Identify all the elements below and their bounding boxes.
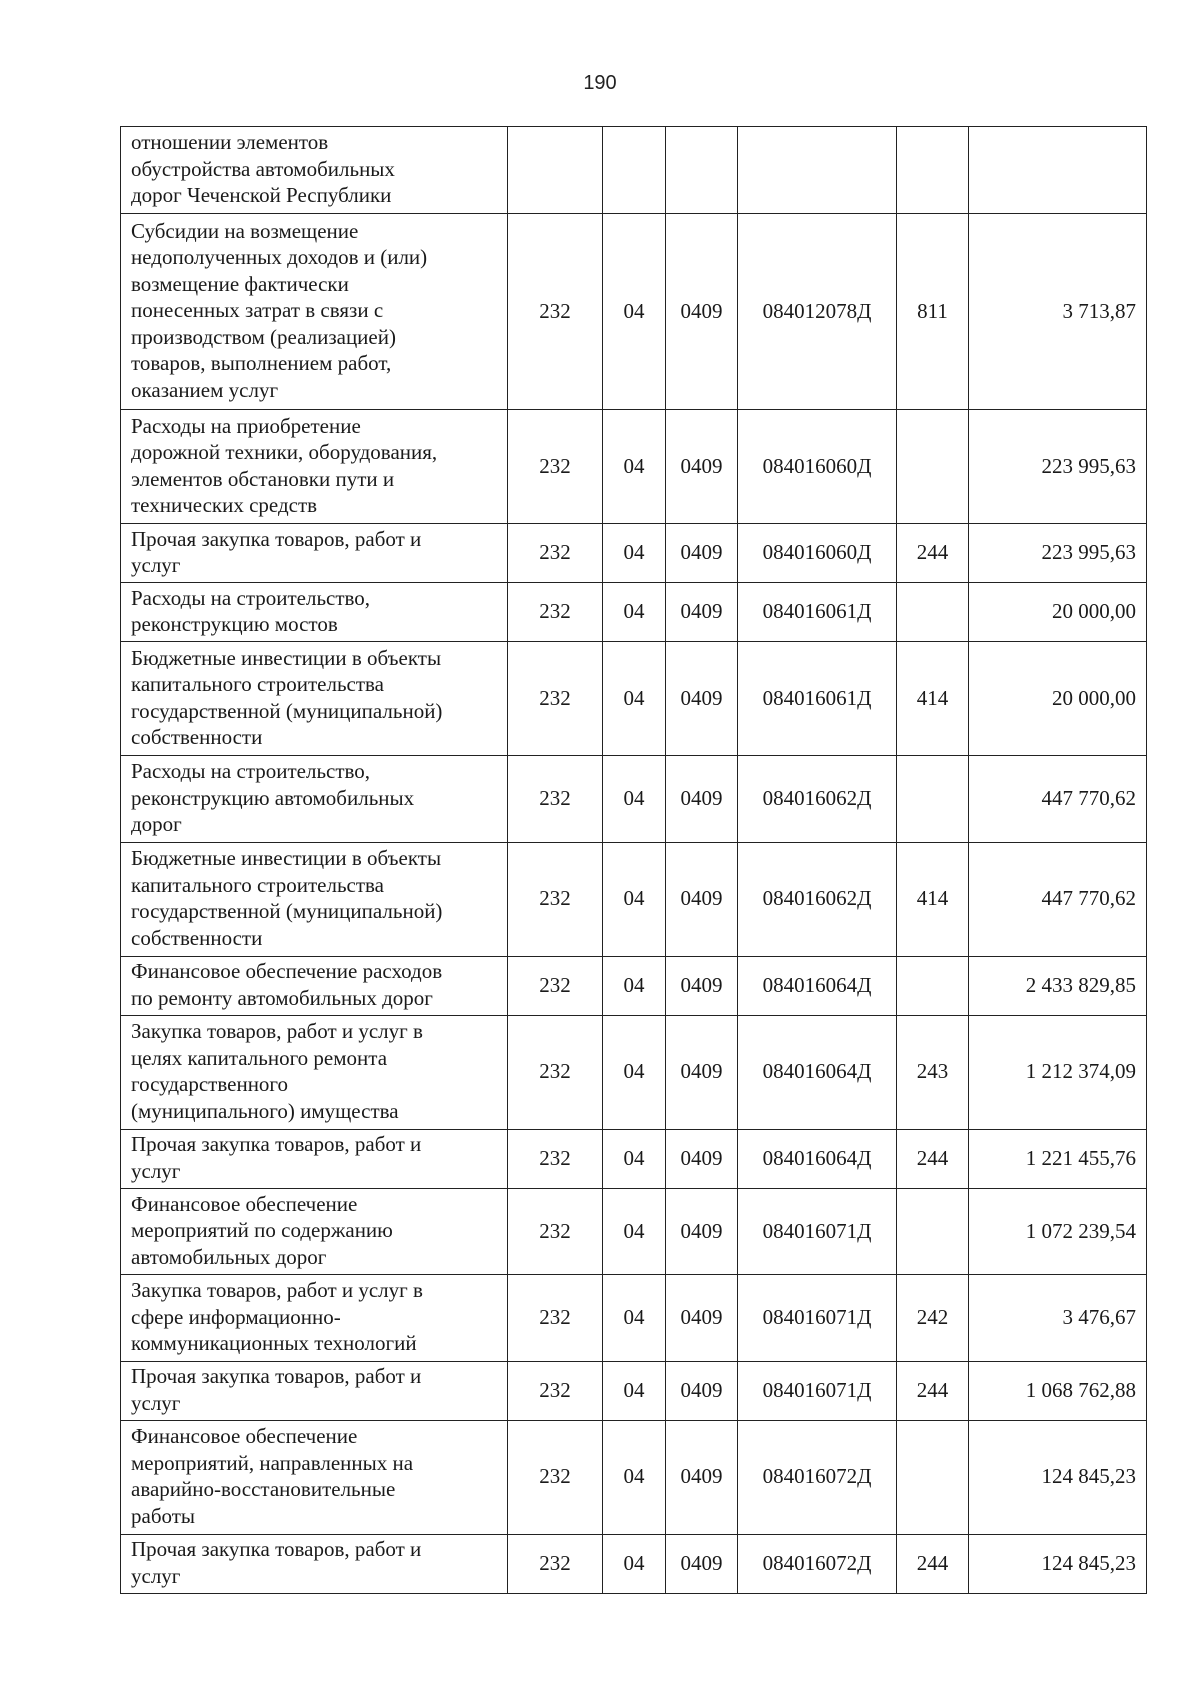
expense-name-line: элементов обстановки пути и (131, 466, 395, 491)
expense-name-line: услуг (131, 1390, 181, 1415)
expense-name-line: Финансовое обеспечение (131, 1191, 358, 1216)
target-article-cell: 084016062Д (738, 756, 897, 843)
section-code-cell: 04 (603, 1129, 666, 1188)
expense-name-line: Закупка товаров, работ и услуг в (131, 1019, 423, 1043)
expense-name-line: реконструкцию мостов (131, 612, 338, 636)
table-row (121, 756, 1147, 843)
expense-name-line: Прочая закупка товаров, работ и (131, 1132, 422, 1156)
table-row (121, 1420, 1147, 1534)
subsection-code-cell: 0409 (666, 213, 738, 410)
expense-name-cell (121, 410, 508, 524)
ved-code-cell: 232 (508, 1188, 603, 1275)
expense-type-cell (897, 410, 969, 524)
subsection-code-cell (666, 127, 738, 214)
expense-name-cell (121, 1361, 508, 1420)
expense-name-line: Прочая закупка товаров, работ и (131, 526, 422, 551)
table-row (121, 1015, 1147, 1129)
expense-name-line: целях капитального ремонта (131, 1045, 388, 1070)
target-article-cell: 084016064Д (738, 1015, 897, 1129)
expense-name-line: Бюджетные инвестиции в объекты (131, 645, 442, 670)
expense-name-line: мероприятий, направленных на (131, 1450, 414, 1475)
expense-type-cell: 243 (897, 1015, 969, 1129)
expense-name-line: собственности (131, 725, 263, 749)
ved-code-cell: 232 (508, 842, 603, 956)
expense-name-line: Расходы на приобретение (131, 413, 361, 438)
budget-table-body (121, 127, 1147, 1594)
expense-name-line: понесенных затрат в связи с (131, 298, 384, 322)
expense-name-line: государственной (муниципальной) (131, 899, 443, 923)
amount-cell: 3 713,87 (969, 213, 1147, 410)
table-row (121, 1188, 1147, 1275)
expense-name-line: собственности (131, 925, 263, 950)
section-code-cell: 04 (603, 410, 666, 524)
table-row (121, 524, 1147, 583)
page-number: 190 (583, 72, 617, 94)
section-code-cell: 04 (603, 756, 666, 843)
amount-cell: 20 000,00 (969, 642, 1147, 756)
expense-name-line: Бюджетные инвестиции в объекты (131, 846, 442, 870)
expense-name-cell (121, 127, 508, 214)
expense-type-cell (897, 956, 969, 1015)
table-row (121, 410, 1147, 524)
target-article-cell: 084016060Д (738, 410, 897, 524)
target-article-cell: 084016064Д (738, 1129, 897, 1188)
expense-name-line: Закупка товаров, работ и услуг в (131, 1278, 423, 1302)
expense-name-cell (121, 842, 508, 956)
table-row (121, 213, 1147, 410)
expense-name-cell (121, 1015, 508, 1129)
ved-code-cell: 232 (508, 642, 603, 756)
subsection-code-cell: 0409 (666, 756, 738, 843)
section-code-cell (603, 127, 666, 214)
table-row (121, 956, 1147, 1015)
expense-type-cell: 244 (897, 1361, 969, 1420)
expense-type-cell: 414 (897, 842, 969, 956)
expense-name-line: дорог Чеченской Республики (131, 183, 392, 207)
expense-name-line: сфере информационно- (131, 1304, 341, 1329)
expense-name-line: по ремонту автомобильных дорог (131, 985, 433, 1010)
expense-type-cell (897, 1420, 969, 1534)
amount-cell: 2 433 829,85 (969, 956, 1147, 1015)
section-code-cell: 04 (603, 1275, 666, 1362)
section-code-cell: 04 (603, 1015, 666, 1129)
expense-type-cell: 414 (897, 642, 969, 756)
ved-code-cell: 232 (508, 583, 603, 642)
target-article-cell: 084016072Д (738, 1420, 897, 1534)
ved-code-cell: 232 (508, 1015, 603, 1129)
expense-name-line: производством (реализацией) (131, 324, 396, 349)
expense-name-cell (121, 1275, 508, 1362)
expense-name-line: коммуникационных технологий (131, 1331, 417, 1355)
amount-cell: 223 995,63 (969, 524, 1147, 583)
target-article-cell: 084016064Д (738, 956, 897, 1015)
expense-name-line: государственного (131, 1072, 289, 1096)
ved-code-cell: 232 (508, 1420, 603, 1534)
section-code-cell: 04 (603, 213, 666, 410)
expense-name-line: капитального строительства (131, 672, 384, 696)
amount-cell: 1 212 374,09 (969, 1015, 1147, 1129)
target-article-cell: 084016061Д (738, 583, 897, 642)
expense-name-line: услуг (131, 1158, 181, 1183)
expense-type-cell (897, 1188, 969, 1275)
amount-cell: 1 072 239,54 (969, 1188, 1147, 1275)
expense-name-line: товаров, выполнением работ, (131, 351, 392, 375)
expense-name-cell (121, 1534, 508, 1593)
subsection-code-cell: 0409 (666, 1275, 738, 1362)
expense-name-line: возмещение фактически (131, 271, 349, 296)
table-row (121, 1534, 1147, 1593)
amount-cell: 20 000,00 (969, 583, 1147, 642)
ved-code-cell: 232 (508, 1275, 603, 1362)
subsection-code-cell: 0409 (666, 842, 738, 956)
subsection-code-cell: 0409 (666, 583, 738, 642)
expense-name-line: автомобильных дорог (131, 1244, 327, 1269)
expense-name-line: капитального строительства (131, 872, 384, 897)
expense-name-line: Прочая закупка товаров, работ и (131, 1364, 422, 1388)
target-article-cell: 084016071Д (738, 1275, 897, 1362)
subsection-code-cell: 0409 (666, 642, 738, 756)
subsection-code-cell: 0409 (666, 1420, 738, 1534)
amount-cell: 447 770,62 (969, 756, 1147, 843)
section-code-cell: 04 (603, 583, 666, 642)
expense-name-line: обустройства автомобильных (131, 156, 395, 181)
ved-code-cell: 232 (508, 756, 603, 843)
amount-cell: 1 221 455,76 (969, 1129, 1147, 1188)
ved-code-cell: 232 (508, 956, 603, 1015)
expense-name-line: работы (131, 1503, 196, 1528)
target-article-cell: 084016062Д (738, 842, 897, 956)
expense-name-line: мероприятий по содержанию (131, 1218, 393, 1242)
expense-name-line: Финансовое обеспечение расходов (131, 959, 443, 983)
table-row (121, 583, 1147, 642)
ved-code-cell: 232 (508, 1534, 603, 1593)
target-article-cell: 084016061Д (738, 642, 897, 756)
table-row (121, 1129, 1147, 1188)
target-article-cell: 084016072Д (738, 1534, 897, 1593)
expense-name-line: Расходы на строительство, (131, 585, 371, 610)
expense-type-cell: 244 (897, 524, 969, 583)
table-row (121, 842, 1147, 956)
budget-table (120, 126, 1147, 1594)
expense-type-cell: 811 (897, 213, 969, 410)
expense-name-cell (121, 642, 508, 756)
ved-code-cell: 232 (508, 213, 603, 410)
subsection-code-cell: 0409 (666, 1129, 738, 1188)
expense-type-cell: 244 (897, 1534, 969, 1593)
expense-name-line: услуг (131, 1563, 181, 1588)
subsection-code-cell: 0409 (666, 956, 738, 1015)
table-row (121, 1275, 1147, 1362)
amount-cell: 3 476,67 (969, 1275, 1147, 1362)
section-code-cell: 04 (603, 956, 666, 1015)
expense-name-cell (121, 1188, 508, 1275)
expense-type-cell (897, 583, 969, 642)
ved-code-cell: 232 (508, 410, 603, 524)
section-code-cell: 04 (603, 842, 666, 956)
expense-type-cell (897, 127, 969, 214)
ved-code-cell (508, 127, 603, 214)
target-article-cell: 084016071Д (738, 1361, 897, 1420)
amount-cell (969, 127, 1147, 214)
subsection-code-cell: 0409 (666, 410, 738, 524)
amount-cell: 447 770,62 (969, 842, 1147, 956)
amount-cell: 124 845,23 (969, 1420, 1147, 1534)
expense-name-cell (121, 956, 508, 1015)
ved-code-cell: 232 (508, 1129, 603, 1188)
table-row (121, 642, 1147, 756)
section-code-cell: 04 (603, 1361, 666, 1420)
target-article-cell: 084016060Д (738, 524, 897, 583)
expense-name-cell (121, 524, 508, 583)
amount-cell: 223 995,63 (969, 410, 1147, 524)
table-row (121, 127, 1147, 214)
amount-cell: 1 068 762,88 (969, 1361, 1147, 1420)
subsection-code-cell: 0409 (666, 1015, 738, 1129)
expense-name-line: Прочая закупка товаров, работ и (131, 1537, 422, 1561)
expense-name-line: оказанием услуг (131, 377, 279, 402)
expense-name-line: Финансовое обеспечение (131, 1424, 358, 1448)
expense-name-line: дорожной техники, оборудования, (131, 440, 438, 464)
amount-cell: 124 845,23 (969, 1534, 1147, 1593)
expense-type-cell (897, 756, 969, 843)
target-article-cell: 084012078Д (738, 213, 897, 410)
subsection-code-cell: 0409 (666, 524, 738, 583)
ved-code-cell: 232 (508, 524, 603, 583)
section-code-cell: 04 (603, 642, 666, 756)
expense-name-line: дорог (131, 812, 182, 836)
expense-name-line: недополученных доходов и (или) (131, 245, 428, 269)
subsection-code-cell: 0409 (666, 1534, 738, 1593)
subsection-code-cell: 0409 (666, 1361, 738, 1420)
target-article-cell (738, 127, 897, 214)
expense-name-cell (121, 756, 508, 843)
expense-name-cell (121, 213, 508, 410)
expense-name-line: отношении элементов (131, 130, 329, 154)
expense-name-line: Субсидии на возмещение (131, 218, 359, 243)
section-code-cell: 04 (603, 1188, 666, 1275)
section-code-cell: 04 (603, 524, 666, 583)
expense-name-line: технических средств (131, 493, 318, 517)
expense-type-cell: 244 (897, 1129, 969, 1188)
expense-name-line: Расходы на строительство, (131, 759, 371, 783)
ved-code-cell: 232 (508, 1361, 603, 1420)
expense-name-line: услуг (131, 553, 181, 577)
expense-name-cell (121, 1129, 508, 1188)
target-article-cell: 084016071Д (738, 1188, 897, 1275)
section-code-cell: 04 (603, 1534, 666, 1593)
expense-name-line: аварийно-восстановительные (131, 1477, 396, 1501)
subsection-code-cell: 0409 (666, 1188, 738, 1275)
expense-name-line: реконструкцию автомобильных (131, 785, 415, 810)
expense-type-cell: 242 (897, 1275, 969, 1362)
expense-name-cell (121, 1420, 508, 1534)
section-code-cell: 04 (603, 1420, 666, 1534)
expense-name-line: государственной (муниципальной) (131, 698, 443, 723)
table-row (121, 1361, 1147, 1420)
expense-name-cell (121, 583, 508, 642)
expense-name-line: (муниципального) имущества (131, 1098, 399, 1123)
